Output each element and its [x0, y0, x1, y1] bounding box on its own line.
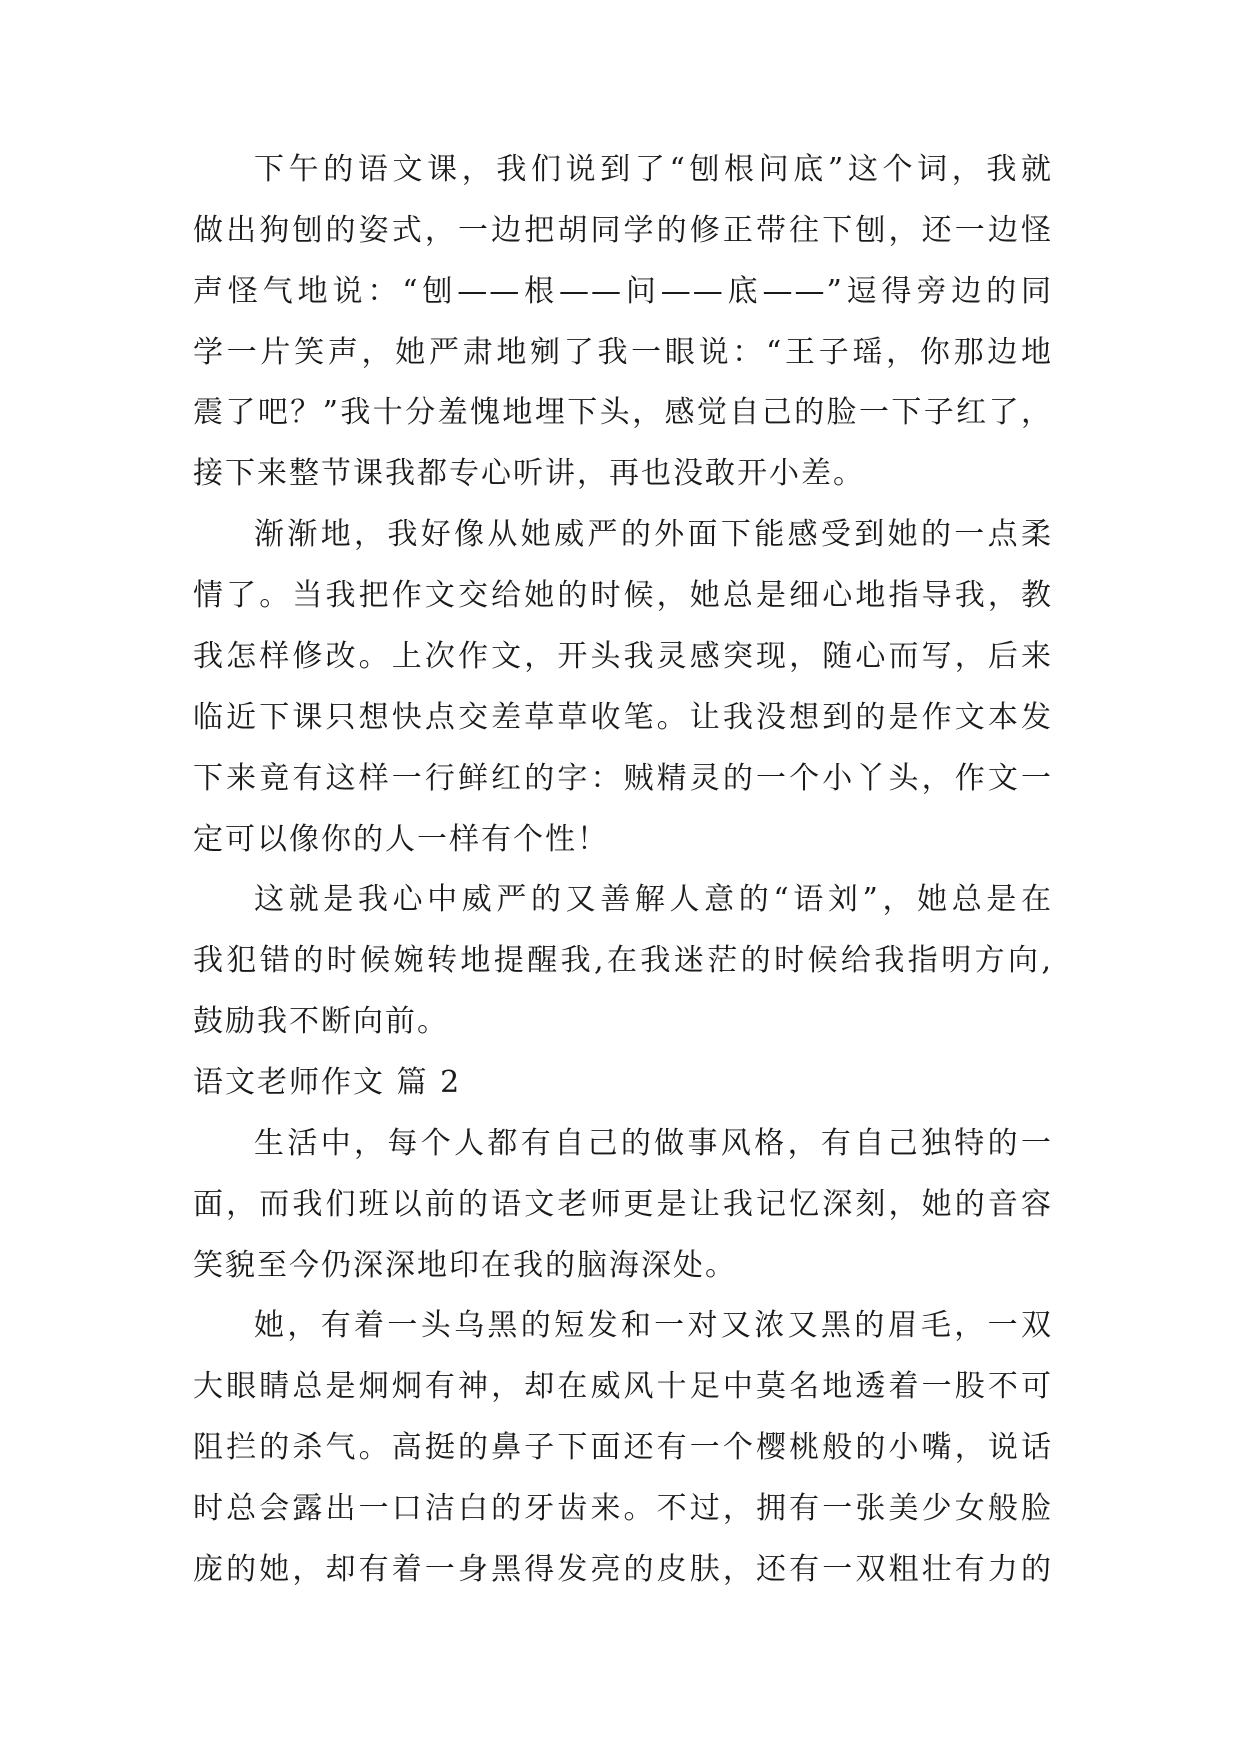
section-heading: 语文老师作文 篇 2	[193, 1065, 462, 1100]
paragraph-3-line-2: 我犯错的时候婉转地提醒我,在我迷茫的时候给我指明方向,	[193, 943, 1053, 978]
paragraph-5-line-2: 大眼睛总是炯炯有神，却在威风十足中莫名地透着一股不可	[193, 1369, 1053, 1404]
paragraph-4-line-2: 面，而我们班以前的语文老师更是让我记忆深刻，她的音容	[193, 1187, 1053, 1222]
paragraph-4-line-1: 生活中，每个人都有自己的做事风格，有自己独特的一	[254, 1126, 1053, 1161]
paragraph-5-line-4: 时总会露出一口洁白的牙齿来。不过，拥有一张美少女般脸	[193, 1491, 1053, 1526]
paragraph-1-line-1: 下午的语文课，我们说到了“刨根问底”这个词，我就	[254, 152, 1053, 187]
paragraph-2-line-1: 渐渐地，我好像从她威严的外面下能感受到她的一点柔	[254, 517, 1053, 552]
paragraph-3-line-3: 鼓励我不断向前。	[193, 1004, 449, 1039]
paragraph-5-line-1: 她，有着一头乌黑的短发和一对又浓又黑的眉毛，一双	[254, 1308, 1053, 1343]
paragraph-2-line-2: 情了。当我把作文交给她的时候，她总是细心地指导我，教	[193, 578, 1053, 613]
paragraph-2-line-6: 定可以像你的人一样有个性！	[193, 822, 609, 857]
paragraph-3-line-1: 这就是我心中威严的又善解人意的“语刘”，她总是在	[254, 882, 1053, 917]
paragraph-5-line-5: 庞的她，却有着一身黑得发亮的皮肤，还有一双粗壮有力的	[193, 1552, 1053, 1587]
paragraph-1-line-4: 学一片笑声，她严肃地剜了我一眼说：“王子瑶，你那边地	[193, 335, 1053, 370]
paragraph-4-line-3: 笑貌至今仍深深地印在我的脑海深处。	[193, 1248, 737, 1283]
paragraph-1-line-3: 声怪气地说：“刨——根——问——底——”逗得旁边的同	[193, 274, 1053, 309]
paragraph-2-line-5: 下来竟有这样一行鲜红的字：贼精灵的一个小丫头，作文一	[193, 761, 1053, 796]
paragraph-2-line-3: 我怎样修改。上次作文，开头我灵感突现，随心而写，后来	[193, 639, 1053, 674]
paragraph-2-line-4: 临近下课只想快点交差草草收笔。让我没想到的是作文本发	[193, 700, 1053, 735]
paragraph-5-line-3: 阻拦的杀气。高挺的鼻子下面还有一个樱桃般的小嘴，说话	[193, 1430, 1053, 1465]
paragraph-1-line-6: 接下来整节课我都专心听讲，再也没敢开小差。	[193, 456, 865, 491]
paragraph-1-line-5: 震了吧？”我十分羞愧地埋下头，感觉自己的脸一下子红了，	[193, 395, 1053, 430]
paragraph-1-line-2: 做出狗刨的姿式，一边把胡同学的修正带往下刨，还一边怪	[193, 213, 1053, 248]
